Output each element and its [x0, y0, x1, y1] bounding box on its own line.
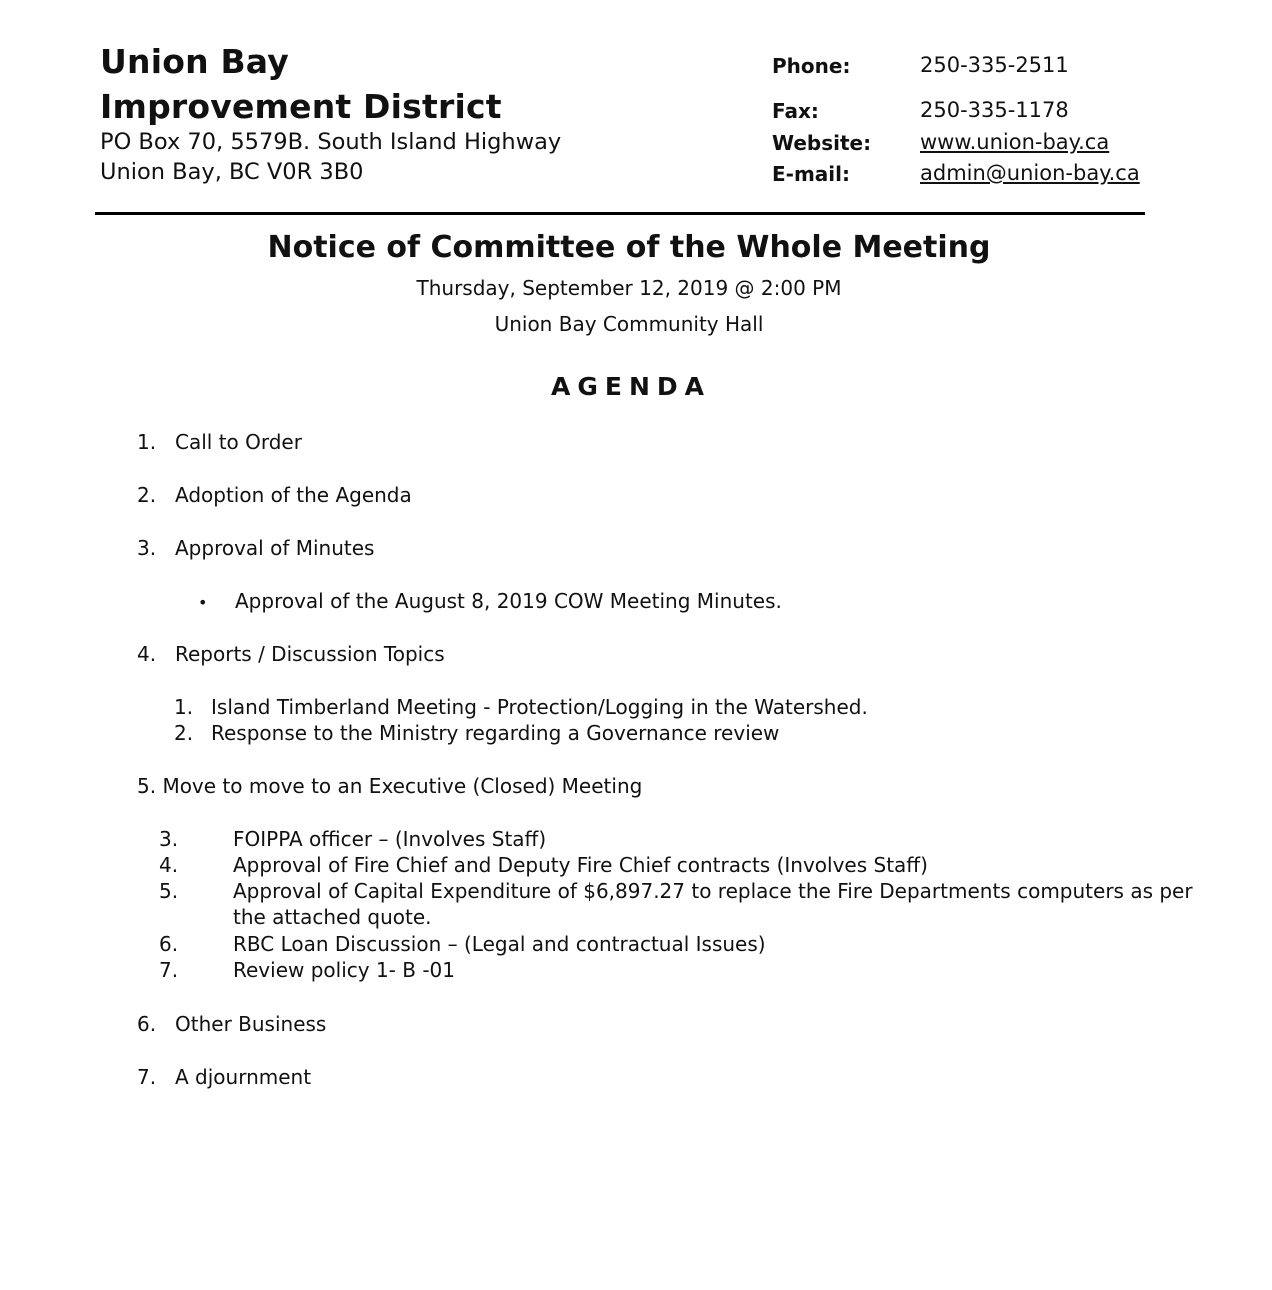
item-text: Other Business: [175, 1012, 327, 1036]
item-text: Approval of the August 8, 2019 COW Meeting Minutes.: [235, 589, 782, 613]
agenda-item-6: [137, 1012, 326, 1036]
item-number: 7.: [159, 958, 179, 982]
item-number: 2.: [174, 721, 194, 745]
fax-label: Fax:: [772, 99, 819, 123]
agenda-item-7: [137, 1065, 311, 1089]
website-label: Website:: [772, 131, 872, 155]
item-number: 1.: [137, 430, 157, 454]
item-text: Approval of Minutes: [175, 536, 375, 560]
agenda-item-1: [137, 430, 302, 454]
address-line1: PO Box 70, 5579B. South Island Highway: [100, 129, 562, 155]
bullet-icon: •: [198, 593, 208, 612]
item-text: A djournment: [175, 1065, 312, 1089]
agenda-item-5-sub-3: [159, 827, 546, 851]
agenda-item-2: [137, 483, 412, 507]
item-number: 2.: [137, 483, 157, 507]
item-number: 7.: [137, 1065, 157, 1089]
agenda-item-5-sub-5-continued: the attached quote.: [233, 905, 432, 929]
item-text: FOIPPA officer – (Involves Staff): [233, 827, 547, 851]
meeting-location: Union Bay Community Hall: [494, 312, 764, 336]
item-text: Island Timberland Meeting - Protection/Logging in the Watershed.: [211, 695, 868, 719]
agenda-item-5: 5. Move to move to an Executive (Closed) Meeting: [137, 774, 643, 798]
item-text: Reports / Discussion Topics: [175, 642, 445, 666]
org-name-line2: Improvement District: [100, 87, 502, 126]
org-name-line1: Union Bay: [100, 42, 289, 81]
address-line2: Union Bay, BC V0R 3B0: [100, 159, 364, 185]
email-link[interactable]: admin@union-bay.ca: [920, 161, 1140, 185]
agenda-heading: AGENDA: [551, 372, 711, 401]
agenda-item-5-sub-5: [159, 879, 1193, 903]
item-text: Call to Order: [175, 430, 302, 454]
notice-title: Notice of Committee of the Whole Meeting: [267, 230, 991, 265]
agenda-item-4-sub-2: [174, 721, 779, 745]
item-number: 6.: [159, 932, 179, 956]
website-link[interactable]: www.union-bay.ca: [920, 130, 1110, 154]
item-text: RBC Loan Discussion – (Legal and contractual Issues): [233, 932, 766, 956]
agenda-item-5-sub-4: [159, 853, 928, 877]
fax-value: 250-335-1178: [920, 98, 1069, 122]
agenda-item-5-sub-6: [159, 932, 766, 956]
phone-label: Phone:: [772, 54, 851, 78]
meeting-datetime: Thursday, September 12, 2019 @ 2:00 PM: [416, 276, 842, 300]
agenda-item-3: [137, 536, 374, 560]
agenda-item-5-sub-7: [159, 958, 455, 982]
item-text: Approval of Capital Expenditure of $6,897.27 to replace the Fire Departments computers as per: [233, 879, 1193, 903]
item-text: Response to the Ministry regarding a Governance review: [211, 721, 780, 745]
item-number: 3.: [137, 536, 157, 560]
header-divider: [95, 212, 1145, 215]
item-number: 1.: [174, 695, 194, 719]
phone-value: 250-335-2511: [920, 53, 1069, 77]
item-number: 4.: [159, 853, 179, 877]
item-number: 6.: [137, 1012, 157, 1036]
item-text: Adoption of the Agenda: [175, 483, 412, 507]
item-text: Review policy 1- B -01: [233, 958, 455, 982]
agenda-item-4-sub-1: [174, 695, 868, 719]
item-number: 5.: [159, 879, 179, 903]
agenda-item-3-sub: [198, 589, 782, 613]
item-number: 4.: [137, 642, 157, 666]
email-label: E-mail:: [772, 162, 851, 186]
item-number: 3.: [159, 827, 179, 851]
item-text: Approval of Fire Chief and Deputy Fire Chief contracts (Involves Staff): [233, 853, 928, 877]
agenda-item-4: [137, 642, 445, 666]
